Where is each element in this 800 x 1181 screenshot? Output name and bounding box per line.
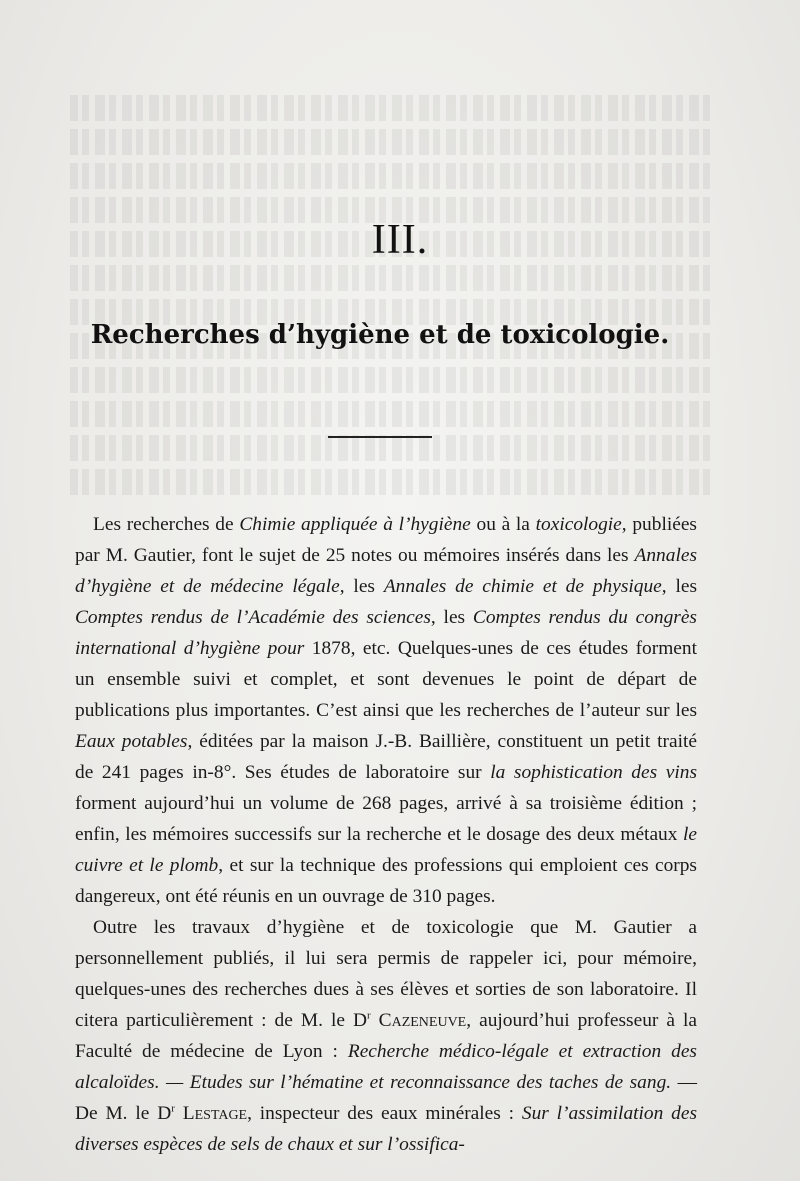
text-run: , les <box>339 576 384 597</box>
body-text <box>75 509 697 1160</box>
text-run: forment aujourd’hui un volume de 268 pages, arrivé à sa troisième édition ; enfin, les mémoires successifs sur la recherche et le dosage des deux métaux <box>75 793 697 845</box>
name-smallcaps: Lestage <box>182 1103 248 1124</box>
text-run: ou à la <box>470 514 536 535</box>
text-run: Outre les travaux d’hygiène et de toxicologie que M. Gautier a personnellement publiés, il lui sera permis de rappeler ici, pour mémoire, quelques-unes des recherches dues à ses élèves et sorties de son laboratoire. Il citera particulièrement : de M. le D <box>75 917 697 1031</box>
text-run: , publiées par M. Gautier, font le sujet de 25 notes ou mémoires insérés dans les <box>75 514 697 566</box>
text-run: Les recherches de <box>93 514 240 535</box>
text-run <box>175 1103 183 1124</box>
text-run: , éditées par la maison J.-B. Baillière, constituent un petit traité de 241 pages in-8°. Ses études de laboratoire sur <box>75 731 697 783</box>
italic-text: toxicologie <box>535 514 622 535</box>
italic-text: Annales de chimie et de physique <box>383 576 662 597</box>
text-run <box>371 1010 379 1031</box>
italic-text: Annales d’hygiène et de médecine légale <box>75 545 697 597</box>
chapter-number: III. <box>371 217 429 263</box>
name-smallcaps: Cazeneuve <box>378 1010 467 1031</box>
italic-text: Comptes rendus du congrès international d’hygiène pour <box>75 607 697 659</box>
italic-text: Eaux potables <box>75 731 188 752</box>
chapter-title: Recherches d’hygiène et de toxicologie. <box>90 320 670 350</box>
text-run: , les <box>430 607 473 628</box>
italic-text: Comptes rendus de l’Académie des sciences <box>75 607 431 628</box>
text-run: , et sur la technique des professions qui emploient ces corps dangereux, ont été réunis en un ouvrage de 310 pages. <box>75 855 697 907</box>
text-run: , aujourd’hui professeur à la Faculté de médecine de Lyon : <box>75 1010 697 1062</box>
text-run: — De M. le D <box>75 1072 697 1124</box>
paragraph-2 <box>75 912 697 1160</box>
text-run: 1878, etc. Quelques-unes de ces études forment un ensemble suivi et complet, et sont devenues le point de départ de publications plus importantes. C’est ainsi que les recherches de l’auteur sur les <box>75 638 697 721</box>
italic-text: la sophistication des vins <box>490 762 697 783</box>
superscript: r <box>366 1009 371 1022</box>
paragraph-1 <box>75 509 697 912</box>
text-run: , les <box>661 576 698 597</box>
italic-text: Sur l’assimilation des diverses espèces de sels de chaux et sur l’ossifica- <box>75 1103 697 1155</box>
italic-text: Recherche médico-légale et extraction des alcaloïdes. — Etudes sur l’hématine et reconnaissance des taches de sang. <box>75 1041 697 1093</box>
italic-text: le cuivre et le plomb <box>75 824 697 876</box>
bleed-through-texture <box>70 95 710 515</box>
title-divider <box>328 436 432 438</box>
superscript: r <box>171 1102 175 1115</box>
italic-text: Chimie appliquée à l’hygiène <box>239 514 471 535</box>
text-run: , inspecteur des eaux minérales : <box>247 1103 522 1124</box>
